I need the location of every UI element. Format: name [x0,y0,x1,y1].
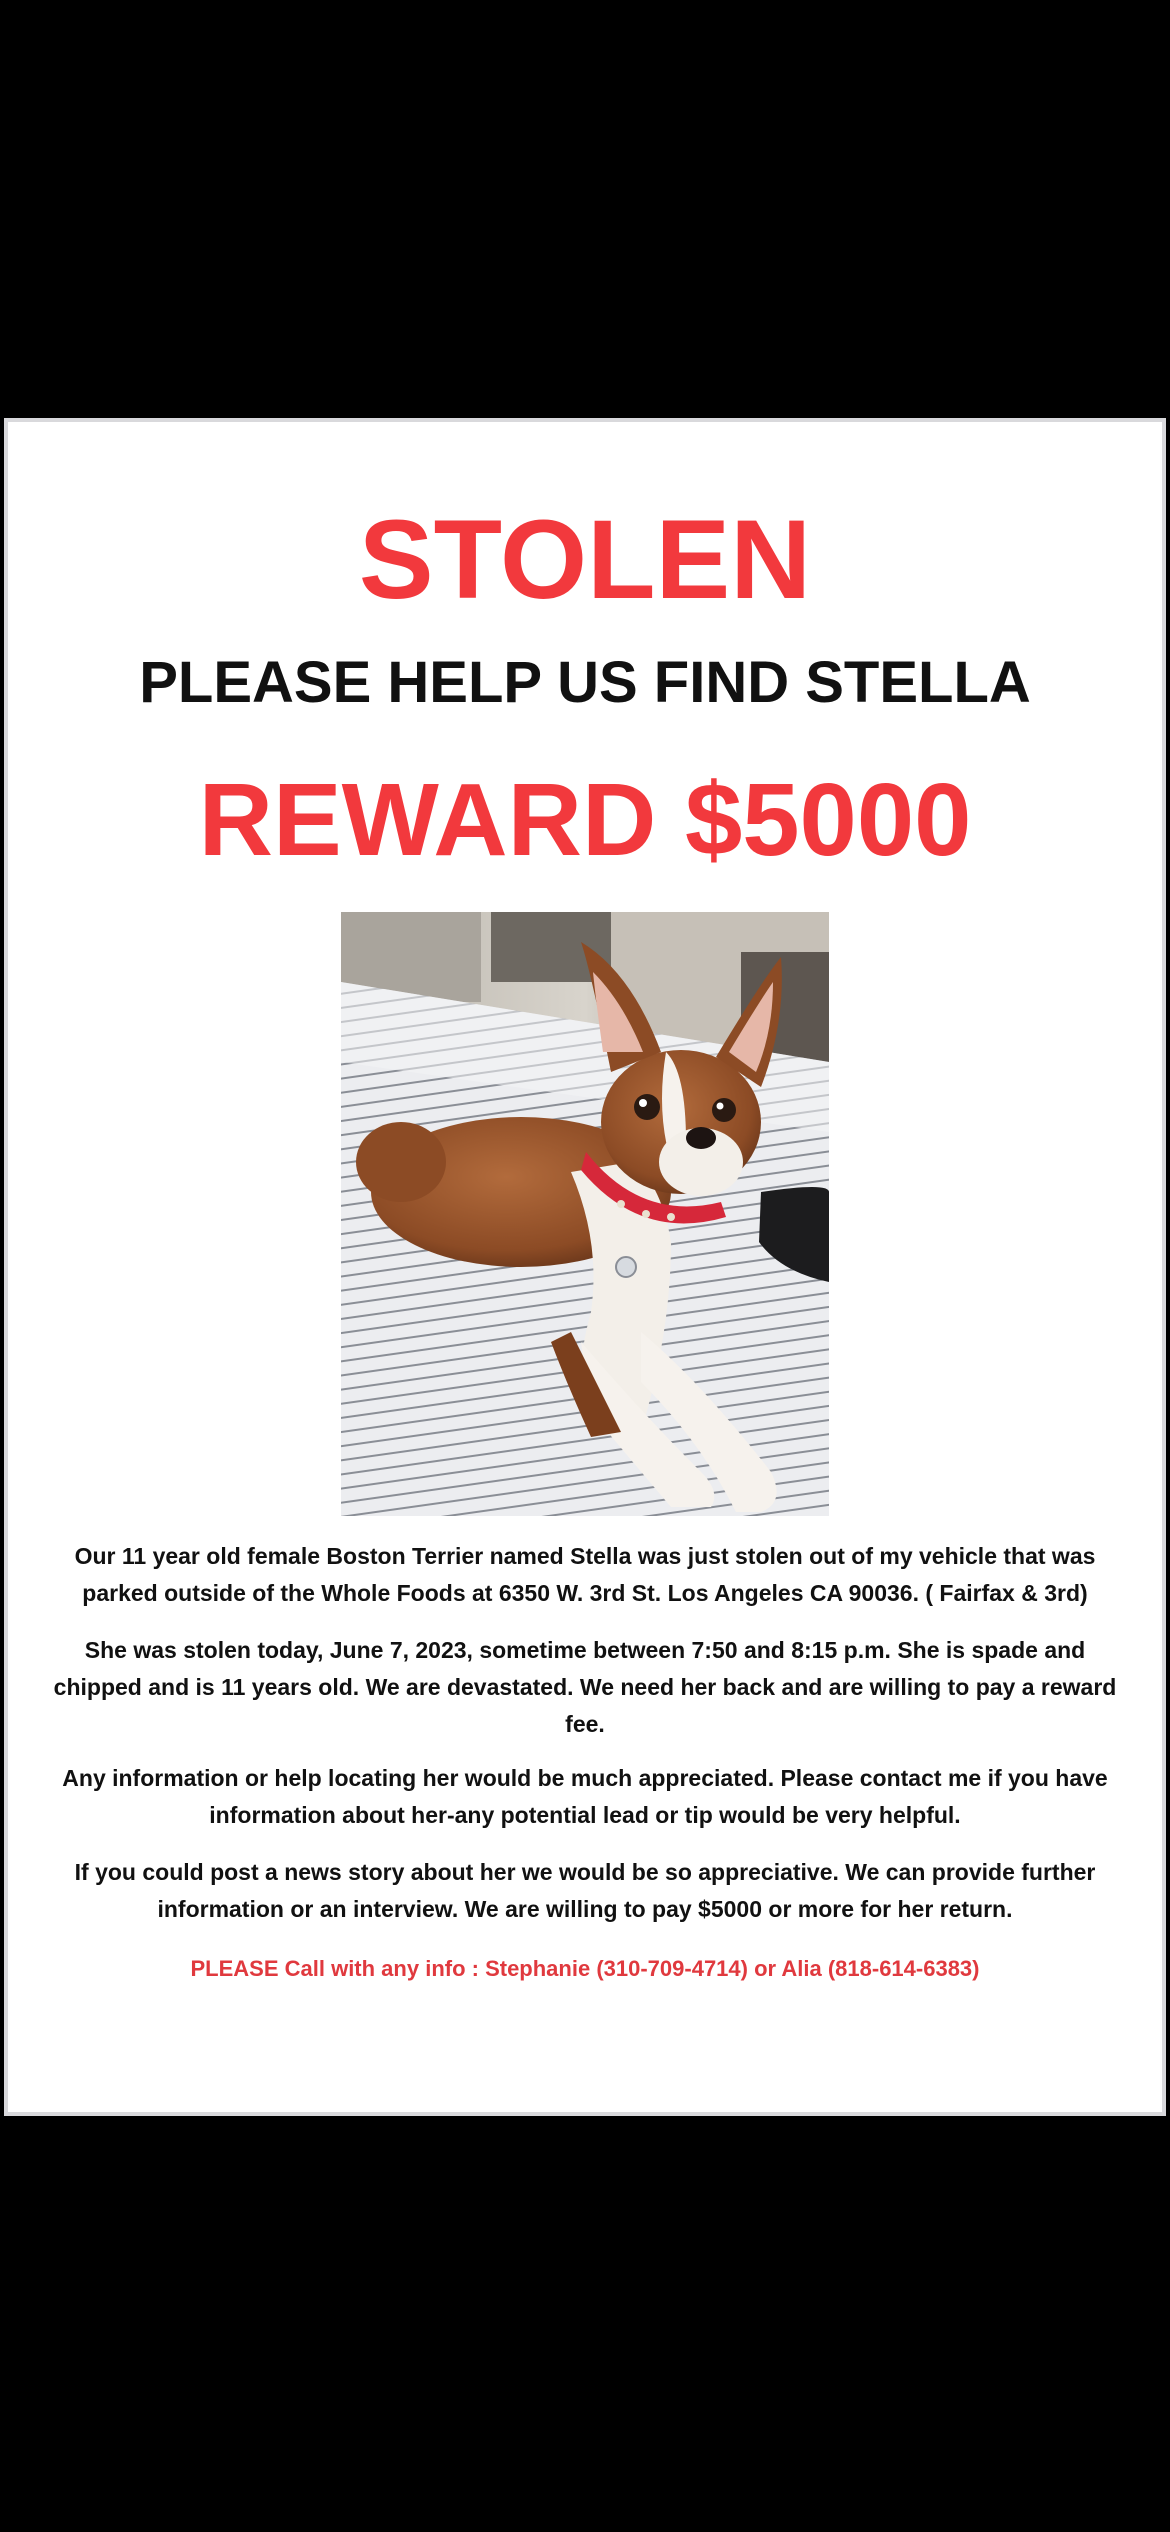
contact-info: PLEASE Call with any info : Stephanie (310-709-4714) or Alia (818-614-6383) [190,1956,980,1981]
paragraph-information-request: Any information or help locating her would be much appreciated. Please contact me if you have information about her-any potential lead or tip would be very helpful. [62,1765,1108,1828]
paragraph-stolen-location: Our 11 year old female Boston Terrier named Stella was just stolen out of my vehicle that was parked outside of the Whole Foods at 6350 W. 3rd St. Los Angeles CA 90036. ( Fairfax & 3rd) [74,1543,1096,1606]
paragraph-news-request: If you could post a news story about her we would be so appreciative. We can provide further information or an interview. We are willing to pay $5000 or more for her return. [74,1859,1096,1922]
help-find-heading: PLEASE HELP US FIND STELLA [139,650,1031,715]
stolen-headline: STOLEN [358,497,812,622]
reward-heading: REWARD $5000 [198,762,972,877]
dog-photo [341,912,829,1516]
missing-dog-flyer [8,422,1162,2112]
paragraph-stolen-time: She was stolen today, June 7, 2023, sometime between 7:50 and 8:15 p.m. She is spade and chipped and is 11 years old. We are devastated. We need her back and are willing to pay a reward fee. [53,1637,1117,1737]
flyer-content [8,422,1162,2112]
